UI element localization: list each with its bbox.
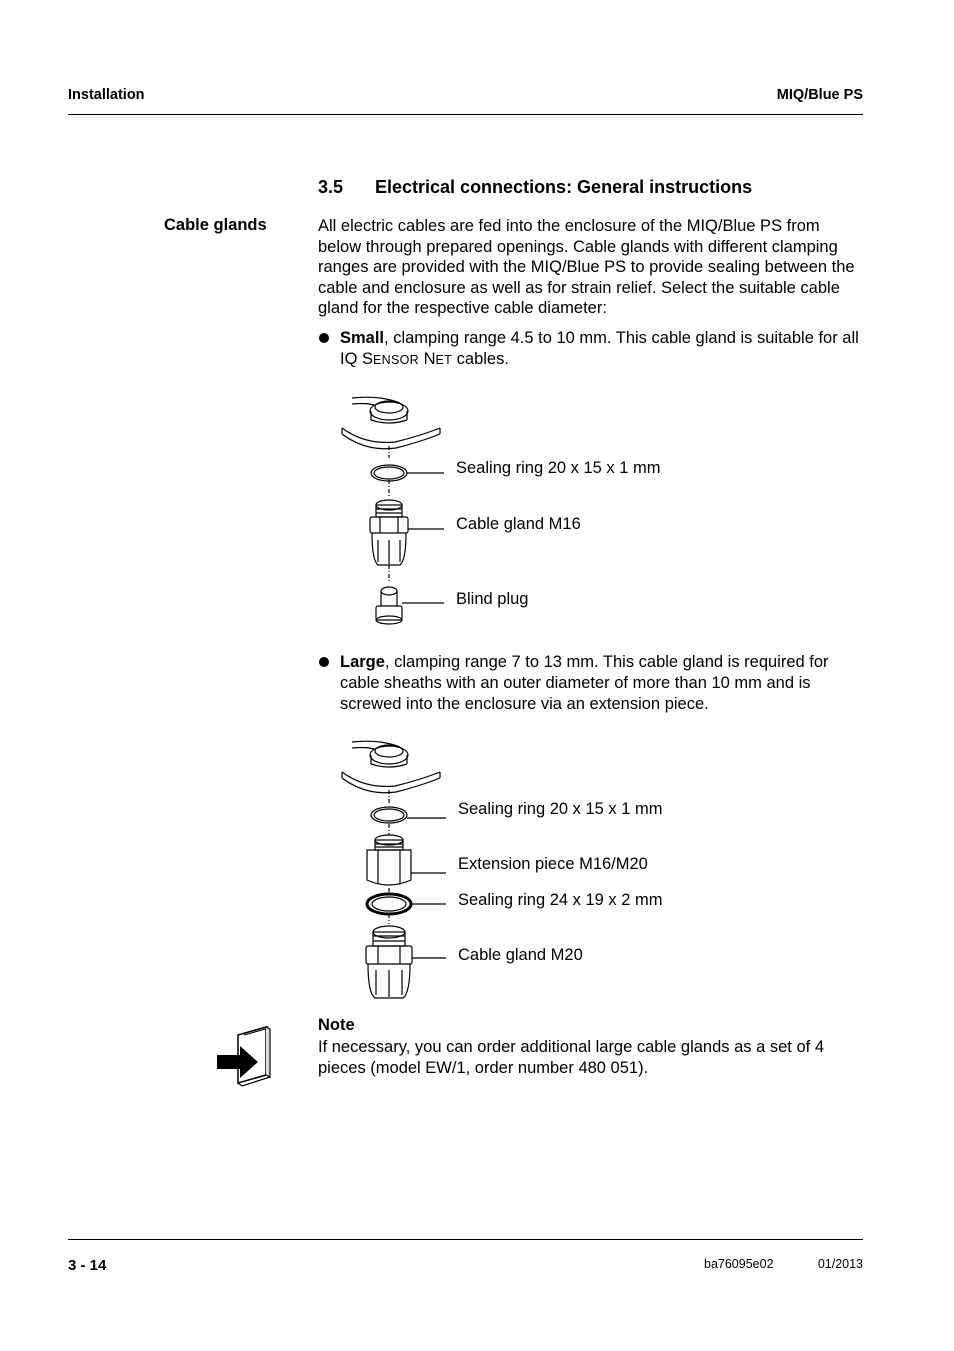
sc-rest: ET — [435, 352, 453, 367]
label-sealing-ring-20: Sealing ring 20 x 15 x 1 mm — [458, 800, 663, 818]
section-title: Electrical connections: General instructions — [375, 177, 753, 197]
label-cable-gland-m16: Cable gland M16 — [456, 515, 581, 533]
footer-rule — [68, 1239, 863, 1240]
header-left: Installation — [68, 87, 145, 103]
page-number: 3 - 14 — [68, 1257, 107, 1274]
label-sealing-ring-small: Sealing ring 20 x 15 x 1 mm — [456, 459, 661, 477]
manual-arrow-icon — [214, 1025, 274, 1089]
label-blind-plug: Blind plug — [456, 590, 529, 608]
intro-paragraph: All electric cables are fed into the enclosure of the MIQ/Blue PS from below through prepared openings. Cable glands with different clamping ranges are provided with the MIQ/Blue PS to provide sealing between the cable and enclosure as well as for strain relief. Select the suitable cable gland for the respective cable diameter: — [318, 217, 855, 318]
label-extension-piece: Extension piece M16/M20 — [458, 855, 648, 873]
header-right: MIQ/Blue PS — [776, 87, 863, 103]
doc-id: ba76095e02 — [704, 1257, 774, 1271]
section-number: 3.5 — [318, 177, 344, 197]
bullet-small-tail: cables. — [452, 349, 509, 368]
bullet-large-text: , clamping range 7 to 13 mm. This cable gland is required for cable sheaths with an outer diameter of more than 10 mm and is screwed into the enclosure via an extension piece. — [340, 653, 829, 713]
bullet-small-bold: Small — [340, 329, 385, 347]
side-label: Cable glands — [164, 216, 267, 234]
label-sealing-ring-24: Sealing ring 24 x 19 x 2 mm — [458, 891, 663, 909]
sc-rest: ENSOR — [373, 352, 419, 367]
note-title: Note — [318, 1016, 355, 1034]
sc-first: S — [362, 349, 374, 368]
bullet-small-text: , clamping range 4.5 to 10 mm. This cable gland is suitable for all IQ — [340, 329, 859, 368]
sc-first: N — [423, 349, 436, 368]
note-text: If necessary, you can order additional large cable glands as a set of 4 pieces (model EW/1, order number 480 051). — [318, 1038, 824, 1077]
label-cable-gland-m20: Cable gland M20 — [458, 946, 583, 964]
bullet-large-bold: Large — [340, 653, 385, 671]
doc-date: 01/2013 — [817, 1257, 863, 1271]
